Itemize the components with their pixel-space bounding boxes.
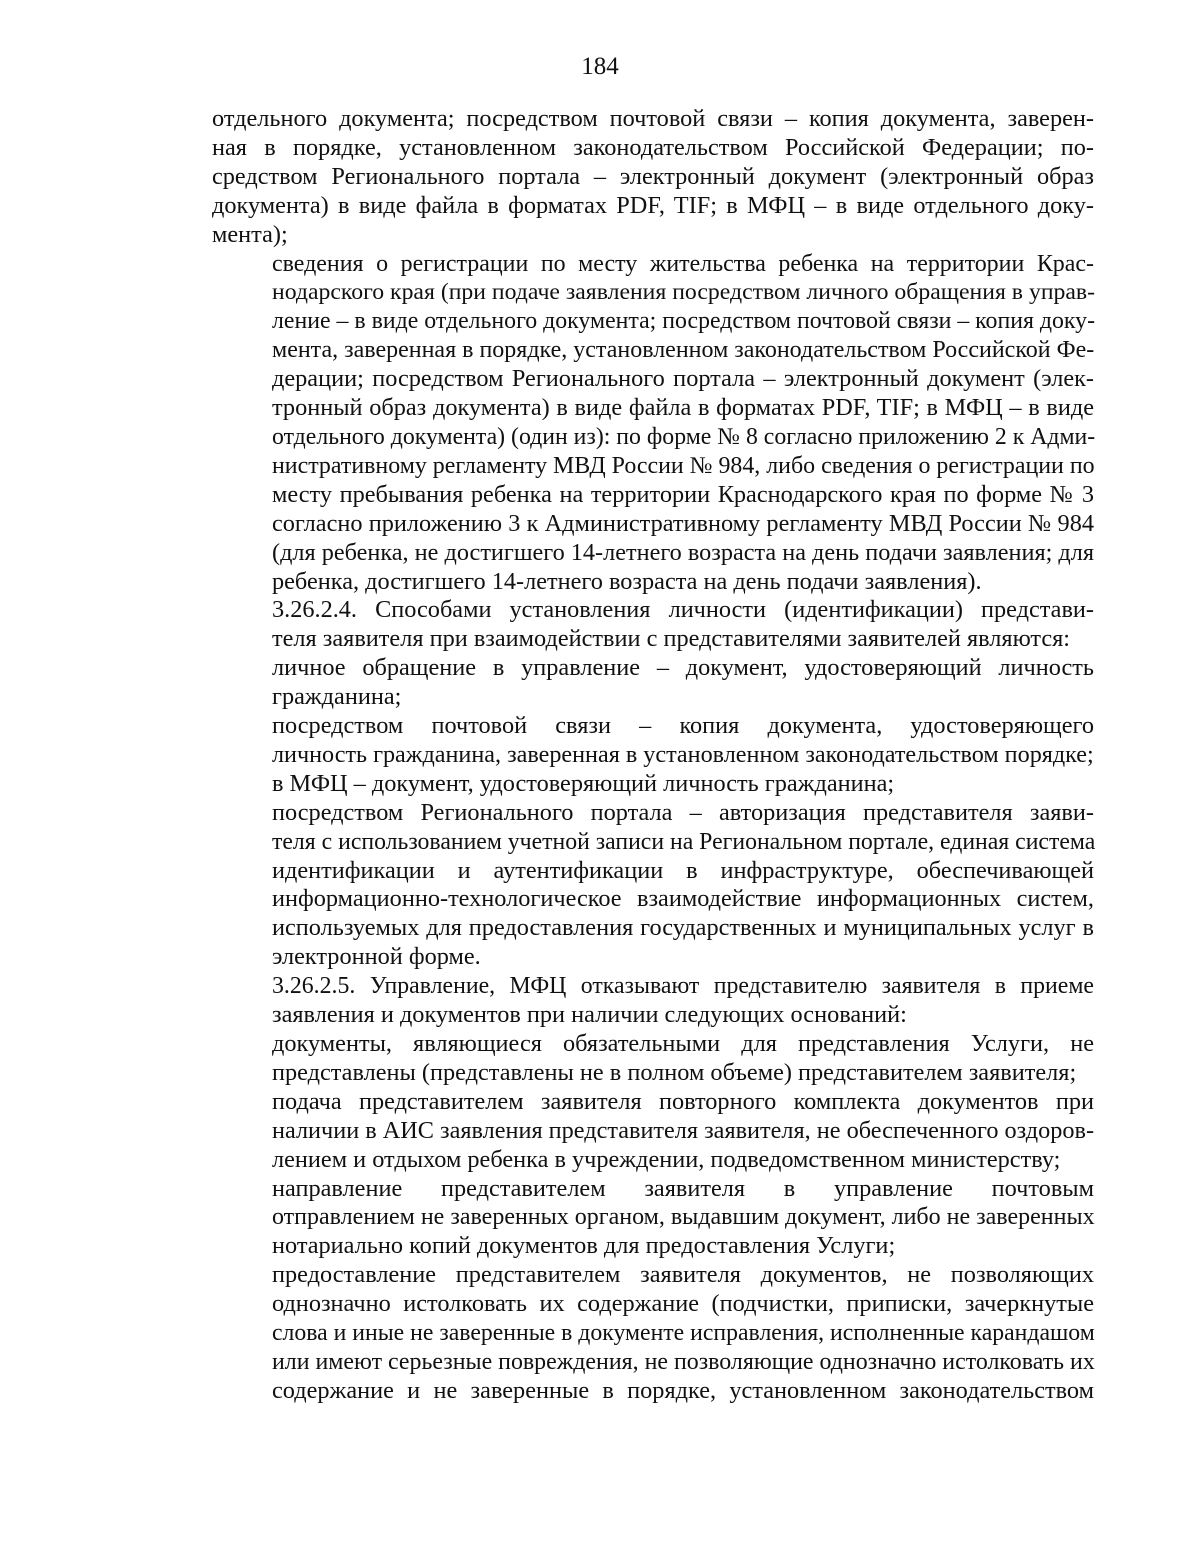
paragraph (212, 596, 1094, 654)
paragraph (212, 1175, 1094, 1262)
text-line: личное обращение в управление – документ, удостоверяющий личность (272, 654, 1094, 682)
page-number: 184 (581, 53, 619, 80)
text-line: предоставление представителем заявителя документов, не позволяющих (272, 1261, 1094, 1289)
text-line: отправлением не заверенных органом, выдавшим документ, либо не заверенных (272, 1204, 1095, 1231)
paragraph (212, 1030, 1094, 1088)
paragraph (212, 799, 1094, 972)
text-line: согласно приложению 3 к Административному регламенту МВД России № 984 (272, 509, 1094, 537)
text-line: слова и иные не заверенные в документе исправления, исполненные карандашом (272, 1320, 1095, 1347)
text-line: мента, заверенная в порядке, установленном законодательством Российской Фе- (272, 337, 1095, 364)
paragraph (212, 972, 1094, 1030)
text-line: месту пребывания ребенка на территории Краснодарского края по форме № 3 (272, 480, 1094, 508)
text-line: дерации; посредством Регионального портала – электронный документ (элек- (272, 365, 1094, 393)
paragraph (212, 1088, 1094, 1175)
text-line: используемых для предоставления государственных и муниципальных услуг в (272, 914, 1094, 942)
text-line: нодарского края (при подаче заявления посредством личного обращения в управ- (272, 279, 1096, 306)
document-body (212, 105, 1094, 1406)
text-line: содержание и не заверенные в порядке, установленном законодательством (272, 1376, 1094, 1404)
text-line: теля заявителя при взаимодействии с представителями заявителей являются: (272, 625, 1071, 653)
text-line: теля с использованием учетной записи на Региональном портале, единая система (272, 828, 1096, 855)
paragraph (212, 712, 1094, 770)
text-line: нотариально копий документов для предоставления Услуги; (272, 1232, 896, 1260)
text-line: 3.26.2.4. Способами установления личности (идентификации) представи- (272, 596, 1094, 624)
paragraph (212, 654, 1094, 712)
text-line: ная в порядке, установленном законодательством Российской Федерации; по- (212, 133, 1094, 161)
paragraph (212, 105, 1094, 250)
text-line: направление представителем заявителя в управление почтовым (272, 1174, 1094, 1202)
text-line: заявления и документов при наличии следующих оснований: (272, 1001, 907, 1029)
text-line: идентификации и аутентификации в инфраструктуре, обеспечивающей (272, 856, 1094, 884)
paragraph (212, 250, 1094, 597)
text-line: тронный образ документа) в виде файла в форматах PDF, TIF; в МФЦ – в виде (272, 394, 1094, 422)
text-line: лением и отдыхом ребенка в учреждении, подведомственном министерству; (272, 1145, 1061, 1173)
text-line: посредством Регионального портала – авторизация представителя заяви- (272, 798, 1094, 826)
paragraph (212, 1261, 1094, 1406)
text-line: ребенка, достигшего 14-летнего возраста на день подачи заявления). (272, 567, 982, 595)
text-line: наличии в АИС заявления представителя заявителя, не обеспеченного оздоров- (272, 1116, 1095, 1144)
text-line: мента); (212, 220, 288, 248)
text-line: представлены (представлены не в полном объеме) представителем заявителя; (272, 1058, 1077, 1086)
text-line: или имеют серьезные повреждения, не позволяющие однозначно истолковать их (272, 1348, 1095, 1375)
text-line: нистративному регламенту МВД России № 984, либо сведения о регистрации по (272, 452, 1095, 479)
text-line: документы, являющиеся обязательными для представления Услуги, не (272, 1030, 1094, 1057)
text-line: (для ребенка, не достигшего 14-летнего возраста на день подачи заявления; для (272, 538, 1094, 566)
text-line: отдельного документа) (один из): по форме № 8 согласно приложению 2 к Адми- (272, 423, 1096, 450)
text-line: документа) в виде файла в форматах PDF, TIF; в МФЦ – в виде отдельного доку- (212, 191, 1094, 219)
text-line: однозначно истолковать их содержание (подчистки, приписки, зачеркнутые (272, 1290, 1094, 1318)
text-line: подача представителем заявителя повторного комплекта документов при (272, 1087, 1094, 1115)
paragraph (212, 770, 1094, 799)
text-line: информационно-технологическое взаимодействие информационных систем, (272, 885, 1094, 913)
text-line: посредством почтовой связи – копия документа, удостоверяющего (272, 712, 1094, 740)
text-line: личность гражданина, заверенная в установленном законодательством порядке; (272, 740, 1094, 768)
text-line: электронной форме. (272, 943, 481, 971)
text-line: гражданина; (272, 683, 402, 711)
text-line: 3.26.2.5. Управление, МФЦ отказывают представителю заявителя в приеме (272, 973, 1094, 1000)
text-line: ление – в виде отдельного документа; посредством почтовой связи – копия доку- (272, 308, 1096, 335)
text-line: средством Регионального портала – электронный документ (электронный образ (212, 162, 1094, 190)
text-line: в МФЦ – документ, удостоверяющий личность гражданина; (272, 769, 895, 797)
text-line: сведения о регистрации по месту жительства ребенка на территории Крас- (272, 250, 1094, 277)
text-line: отдельного документа; посредством почтовой связи – копия документа, заверен- (212, 105, 1094, 132)
